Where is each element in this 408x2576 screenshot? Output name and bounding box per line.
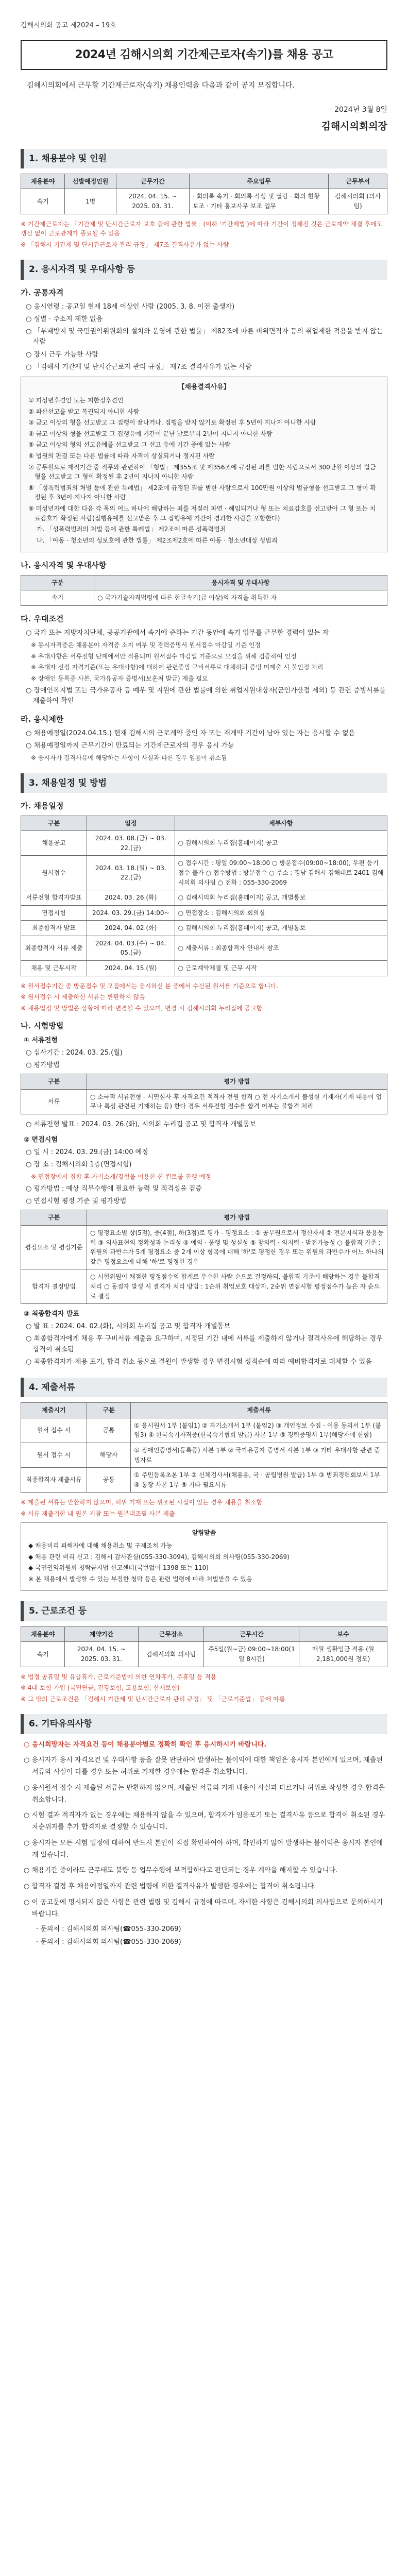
documents-table xyxy=(21,1402,387,1493)
subsection-heading: 가. 공통자격 xyxy=(21,287,64,297)
list-item: ○ 발 표 : 2024. 04. 02.(화), 시의회 누리집 공고 및 합격자 개별통보 xyxy=(26,1323,230,1331)
list-item: ○ 이 공고문에 명시되지 않은 사항은 관련 법령 및 김해시 규정에 따르며, 자세한 사항은 김해시의회 의사팀으로 문의하시기 바랍니다. xyxy=(24,1898,383,1918)
note: ※ 원서접수기간 중 방문접수 및 모집에서는 응시하신 분 중에서 수신된 원서를 기준으로 합니다. xyxy=(21,982,279,990)
table-cell: 2024. 04. 15.(월) xyxy=(87,961,175,976)
table-cell: 최종합격자 서류 제출 xyxy=(21,936,87,960)
table-header: 선발예정인원 xyxy=(65,174,116,189)
list-item: ○ 평가방법 : 예상 직무수행에 필요한 능력 및 적격성을 검증 xyxy=(26,1185,202,1193)
table-row xyxy=(21,1642,387,1667)
list-item: ④ 금고 이상의 형을 선고받고 그 집행유예 기간이 끝난 날로부터 2년이 지나지 아니한 사람 xyxy=(28,430,273,437)
list-item: ※ 우대사항은 서류전형 단계에서만 적용되며 원서접수 마감일 기준으로 모집을 위해 검증하여 인정 xyxy=(31,652,297,660)
list-item: ○ 최종합격자가 채용 포기, 합격 취소 등으로 결원이 발생할 경우 면접시험 성적순에 따라 예비합격자로 대체할 수 있음 xyxy=(26,1358,372,1366)
table-row xyxy=(21,936,387,960)
table-row xyxy=(21,961,387,976)
subsection-heading: 라. 응시제한 xyxy=(21,714,64,724)
table-cell: ○ 평정요소별 상(5점), 중(4점), 하(3점)로 평가 - 평정요소 : ① 공무원으로서 정신자세 ② 전문지식과 응용능력 ③ 의사표현의 정확성과 논리성 ④ 예의 · 품행 및 성실성 ⑤ 창의력 · 의지력 · 발전가능성 ○ 불합격 기준 : 위원의 과반수가 5개 평정요소 중 2개 이상 항목에 대해 '하'로 평정한 경우 또는 위원의 과반수가 어느 하나의 같은 평정요소에 대해 '하'로 평정한 경우 xyxy=(87,1225,387,1269)
list-item: ○ 응시연령 : 공고일 현재 18세 이상인 사람 (2005. 3. 8. 이전 출생자) xyxy=(26,303,235,311)
table-header: 근무부서 xyxy=(329,174,387,189)
table-row xyxy=(21,1089,387,1114)
table-cell: 해당자 xyxy=(87,1443,130,1467)
table-header: 세부사항 xyxy=(175,816,387,831)
table-cell: 2024. 03. 29.(금) 14:00~ xyxy=(87,905,175,921)
list-item: ○ 응시원서 접수 시 제출된 서류는 반환하지 않으며, 제출된 서류의 기재 내용이 사실과 다르거나 허위로 작성한 경우 합격을 취소합니다. xyxy=(24,1784,385,1804)
table-cell: 속기 xyxy=(21,1642,65,1667)
table-header: 구분 xyxy=(21,816,87,831)
list-item: ○ 「부패방지 및 국민권익위원회의 설치와 운영에 관한 법률」 제82조에 따른 비위면직자 등의 취업제한 적용을 받지 않는 사람 xyxy=(26,328,383,346)
subsection-heading: 가. 채용일정 xyxy=(21,801,64,811)
list-item: ※ 본 채용에서 발생할 수 있는 부정한 청탁 등은 관련 법령에 따라 처벌받을 수 있음 xyxy=(28,1575,252,1583)
list-item: ○ 국가 또는 지방자치단체, 공공기관에서 속기에 준하는 기간 동안에 속기 업무를 근무한 경력이 있는 자 xyxy=(26,629,329,637)
table-cell: ○ 김해시의회 누리집(홈페이지) 공고 xyxy=(175,831,387,856)
section-2-heading: 2. 응시자격 및 우대사항 등 xyxy=(21,260,387,279)
list-item: ※ 장애인 등록증 사본, 국가유공자 증명서(보훈처 발급) 제출 필요 xyxy=(31,674,208,682)
list-item: ③ 금고 이상의 형을 선고받고 그 집행이 끝나거나, 집행을 받지 않기로 확정된 후 5년이 지나지 아니한 사람 xyxy=(28,419,316,427)
list-item: ⑨ 미성년자에 대한 다음 각 목의 어느 하나에 해당하는 죄를 저질러 파면 · 해임되거나 형 또는 치료감호를 선고받아 그 형 또는 치료감호가 확정된 사람(집행유예를 선고받은 후 그 집행유예 기간이 경과한 사람을 포함한다) xyxy=(28,504,376,522)
table-cell: 김해시의회 (의사팀) xyxy=(329,189,387,214)
disqualification-box xyxy=(21,377,387,552)
precautions-list xyxy=(21,1739,387,1921)
list-item: ○ 채용기간 중이라도 근무태도 불량 등 업무수행에 부적합하다고 판단되는 경우 계약을 해지할 수 있습니다. xyxy=(24,1867,338,1875)
list-item: ○ 채용예정일까지 근무기간이 만료되는 기간제근로자의 경우 응시 가능 xyxy=(26,742,234,750)
list-item: ○ 면접시험 평정 기준 및 평가방법 xyxy=(26,1197,127,1206)
list-item: ○ 응시자는 모든 시험 일정에 대하여 반드시 본인이 직접 확인하여야 하며, 확인하지 않아 발생하는 불이익은 응시자 본인에게 있습니다. xyxy=(24,1839,383,1859)
table-header: 제출서류 xyxy=(131,1403,387,1418)
list-item: ○ 장애인복지법 또는 국가유공자 등 예우 및 지원에 관한 법률에 의한 취업지원대상자(군인가산점 제외) 등 관련 증빙서류를 제출하여 확인 xyxy=(26,686,386,705)
table-header: 근무시간 xyxy=(204,1626,299,1642)
subsection-heading: 나. 시험방법 xyxy=(21,1021,64,1031)
table-row xyxy=(21,890,387,906)
table-header: 근무장소 xyxy=(138,1626,204,1642)
list-item: ◆ 채용 관련 비리 신고 : 김해시 감사관실(055-330-3094), 김해시의회 의사팀(055-330-2069) xyxy=(28,1553,290,1561)
note: ※ 원서접수 시 제출하신 서류는 반환하지 않음 xyxy=(21,993,145,1001)
section-6-heading: 6. 기타유의사항 xyxy=(21,1714,387,1734)
list-item: ○ 서류전형 발표 : 2024. 03. 26.(화), 시의회 누리집 공고 및 합격자 개별통보 xyxy=(26,1120,256,1128)
note: ※ 법정 공휴일 및 유급휴가, 근로기준법에 의한 연차휴가, 주휴일 등 적용 xyxy=(21,1673,217,1681)
section-5-heading: 5. 근로조건 등 xyxy=(21,1601,387,1621)
table-row xyxy=(21,1468,387,1493)
list-item: ○ 시험 결과 적격자가 없는 경우에는 채용하지 않을 수 있으며, 합격자가 임용포기 또는 결격사유 등으로 합격이 취소된 경우 차순위자를 추가 합격자로 결정할 수 있습니다. xyxy=(24,1811,385,1832)
step-heading: ③ 최종합격자 발표 xyxy=(24,1310,79,1318)
table-header: 보수 xyxy=(299,1626,387,1642)
table-cell: ○ 시험위원이 채점한 평정점수의 합계로 우수한 사람 순으로 결정하되, 불합격 기준에 해당하는 경우 불합격 처리 ○ 동점자 발생 시 결격자 처리 방법 : 1순위 취업보호 대상자, 2순위 면접시험 평정점수가 높은 자 순으로 결정 xyxy=(87,1269,387,1304)
box-title: 알림말씀 xyxy=(192,1529,216,1537)
list-item: ○ 채용예정일(2024.04.15.) 현재 김해시의 근로계약 중인 자 또는 재계약 기간이 남아 있는 자는 응시할 수 없음 xyxy=(26,730,355,738)
list-item: ① 피성년후견인 또는 피한정후견인 xyxy=(28,397,124,404)
table-header: 계약기간 xyxy=(65,1626,138,1642)
list-item: ※ 우대자 선정 자격기준(또는 우대사항)에 대하여 관련증빙 구비서류로 대체하되 증빙 미제출 시 불인정 처리 xyxy=(31,664,324,671)
list-item: ○ 성별 · 주소지 제한 없음 xyxy=(26,315,103,324)
section-1-heading: 1. 채용분야 및 인원 xyxy=(21,149,387,168)
contact-info: · 문의처 : 김해시의회 의사팀(☎055-330-2069) xyxy=(36,1925,181,1934)
notice-date: 2024년 3월 8일 xyxy=(334,106,387,114)
contact-info: · 문의처 : 김해시의회 의사팀(☎055-330-2069) xyxy=(36,1938,181,1946)
table-header: 채용분야 xyxy=(21,174,65,189)
table-cell: 매월 생활임금 적용 (월 2,181,000원 정도) xyxy=(299,1642,387,1667)
list-item: ○ 최종합격자에게 채용 후 구비서류 제출을 요구하며, 지정된 기간 내에 서류를 제출하지 않거나 결격사유에 해당하는 경우 합격이 취소됨 xyxy=(26,1335,383,1353)
table-cell: ○ 접수시간 : 평일 09:00~18:00 ○ 방문접수(09:00~18:00), 우편 등기접수 불가 ○ 접수방법 : 방문접수 ○ 주소 : 경남 김해시 김해대로 2401 김해시의회 의사팀 ○ 전화 : 055-330-2069 xyxy=(175,856,387,890)
table-row xyxy=(21,921,387,936)
qualification-table xyxy=(21,575,387,606)
subsection-heading: 다. 우대조건 xyxy=(21,614,64,623)
notice-number: 김해시의회 공고 제2024 – 19호 xyxy=(21,22,116,29)
table-header: 구분 xyxy=(21,1074,87,1090)
table-cell: 1명 xyxy=(65,189,116,214)
list-item: ○ 「김해시 기간제 및 단시간근로자 관리 규정」 제7조 결격사유가 없는 사람 xyxy=(26,363,252,371)
table-row xyxy=(21,189,387,214)
table-cell: 2024. 03. 26.(화) xyxy=(87,890,175,906)
list-item: ◆ 채용비리 피해자에 대해 채용취소 및 구제조치 가능 xyxy=(28,1542,173,1550)
list-item: ⑤ 금고 이상의 형의 선고유예를 선고받고 그 선고 유예 기간 중에 있는 사람 xyxy=(28,441,231,449)
note: ※ 그 밖의 근로조건은 「김해시 기간제 및 단시간근로자 관리 규정」 및 「근로기준법」 등에 따름 xyxy=(21,1695,285,1703)
list-item: ⑥ 법원의 판결 또는 다른 법률에 따라 자격이 상실되거나 정지된 사람 xyxy=(28,452,215,460)
page-title: 2024년 김해시의회 기간제근로자(속기)를 채용 공고 xyxy=(21,40,387,70)
list-item: ○ 평가방법 xyxy=(26,1061,60,1069)
table-row xyxy=(21,590,387,606)
table-header: 평가 방법 xyxy=(87,1210,387,1226)
table-cell: 원서 접수 시 xyxy=(21,1418,87,1443)
list-item: ※ 동시자격증은 채용분야 자격증 소지 여부 및 경력증명서 원서접수 마감일 기준 인정 xyxy=(31,641,261,649)
subsection-heading: 나. 응시자격 및 우대사항 xyxy=(21,561,107,570)
table-cell: 채용 및 근무시작 xyxy=(21,961,87,976)
table-cell: 김해시의회 의사팀 xyxy=(138,1642,204,1667)
note: ※ 4대 보험 가입 (국민연금, 건강보험, 고용보험, 산재보험) xyxy=(21,1684,180,1692)
table-header: 응시자격 및 우대사항 xyxy=(94,575,387,590)
table-row xyxy=(21,1443,387,1467)
table-cell: 평정요소 및 평정기준 xyxy=(21,1225,87,1269)
table-cell: ○ 제출서류 : 최종합격자 안내서 참조 xyxy=(175,936,387,960)
notice-box xyxy=(21,1522,387,1591)
list-item: ○ 심사기간 : 2024. 03. 25.(월) xyxy=(26,1048,123,1057)
list-item: ※ 응시자가 결격사유에 해당하는 사항이 사실과 다른 경우 임용이 취소됨 xyxy=(31,754,227,762)
table-header: 구분 xyxy=(87,1403,130,1418)
note: ※ 면접장에서 집합 후 자기소개/경험을 이용한 한 컨트롤 진행 예정 xyxy=(31,1173,211,1181)
table-cell: 최종합격자 발표 xyxy=(21,921,87,936)
table-cell: 속기 xyxy=(21,590,94,606)
list-item: ○ 장시 근무 가능한 사람 xyxy=(26,350,98,359)
table-cell: ① 주민등록초본 1부 ② 신체검사서(채용용, 국 · 공립병원 발급) 1부 ③ 범죄경력회보서 1부 ④ 통장 사본 1부 ⑤ 기타 필요서류 xyxy=(131,1468,387,1493)
organization-name: 김해시의회의장 xyxy=(321,121,387,132)
list-item: ○ 장 소 : 김해시의회 1층(면접시험) xyxy=(26,1161,132,1169)
note: ※ 「김해시 기간제 및 단시간근로자 관리 규정」 제7조 결격사유가 없는 사람 xyxy=(21,241,229,248)
step-heading: ② 면접시험 xyxy=(24,1136,58,1144)
table-cell: 2024. 04. 15. ~ 2025. 03. 31. xyxy=(65,1642,138,1667)
table-cell: ① 응시원서 1부 (붙임1) ② 자기소개서 1부 (붙임2) ③ 개인정보 수집 · 이용 동의서 1부 (붙임3) ④ 한국속기자격증(한국속기협회 발급) 사본 1부 ⑤ 경력증명서 1부(해당자에 한함) xyxy=(131,1418,387,1443)
table-header: 제출시기 xyxy=(21,1403,87,1418)
list-item: ⑧ 「성폭력범죄의 처벌 등에 관한 특례법」 제2조에 규정된 죄를 범한 사람으로서 100만원 이상의 벌금형을 선고받고 그 형이 확정된 후 3년이 지나지 아니한 사람 xyxy=(28,484,376,501)
table-cell: 2024. 04. 15. ~ 2025. 03. 31. xyxy=(116,189,189,214)
table-cell: ○ 국가기술자격법령에 따른 한글속기(급 이상)의 자격을 취득한 자 xyxy=(94,590,387,606)
table-cell: 원서접수 xyxy=(21,856,87,890)
table-cell: ○ 김해시의회 누리집(홈페이지) 공고, 개별통보 xyxy=(175,921,387,936)
box-title: 【채용결격사유】 xyxy=(178,383,230,391)
table-cell: 2024. 04. 03.(수) ~ 04. 05.(금) xyxy=(87,936,175,960)
list-item: ⑦ 공무원으로 재직기간 중 직무와 관련하여 「형법」 제355조 및 제356조에 규정된 죄를 범한 사람으로서 300만원 이상의 벌금형을 선고받고 그 형이 확정된 후 2년이 지나지 아니한 사람 xyxy=(28,463,376,481)
note: ※ 기간제근로자는 「기간제 및 단시간근로자 보호 등에 관한 법률」(이하 '기간제법')에 따라 기간이 정해진 것은 근로계약 체결 후에도 갱신 없이 근로관계가 종료될 수 있음 xyxy=(21,220,383,238)
interview-criteria-table xyxy=(21,1210,387,1304)
table-cell: 공통 xyxy=(87,1468,130,1493)
note: ※ 서류 제출기한 내 원본 지참 또는 원본대조필 사본 제출 xyxy=(21,1510,175,1517)
work-conditions-table xyxy=(21,1626,387,1667)
table-header: 주요업무 xyxy=(190,174,329,189)
list-item: ○ 일 시 : 2024. 03. 29.(금) 14:00 예정 xyxy=(26,1148,148,1157)
table-cell: 채용공고 xyxy=(21,831,87,856)
list-item: ○ 응시희망자는 자격요건 등이 채용분야별로 정확히 확인 후 응시하시기 바랍니다. xyxy=(24,1740,267,1749)
list-item: ◆ 국민권익위원회 청탁금지법 신고센터(국번없이 1398 또는 110) xyxy=(28,1564,209,1572)
table-row xyxy=(21,1418,387,1443)
table-header: 근무기간 xyxy=(116,174,189,189)
table-header: 평가 방법 xyxy=(87,1074,387,1090)
table-cell: 2024. 04. 02.(화) xyxy=(87,921,175,936)
table-row xyxy=(21,856,387,890)
schedule-table xyxy=(21,816,387,976)
table-cell: ○ 김해시의회 누리집(홈페이지) 공고, 개별통보 xyxy=(175,890,387,906)
note: ※ 채용일정 및 방법은 상황에 따라 변경될 수 있으며, 변경 시 김해시의회 누리집에 공고함 xyxy=(21,1004,263,1012)
list-item: 가. 「성폭력범죄의 처벌 등에 관한 특례법」 제2조에 따른 성폭력범죄 xyxy=(37,526,226,533)
table-row xyxy=(21,1225,387,1269)
table-row xyxy=(21,905,387,921)
table-cell: 서류 xyxy=(21,1089,87,1114)
table-cell: 면접시험 xyxy=(21,905,87,921)
section-4-heading: 4. 제출서류 xyxy=(21,1378,387,1397)
table-header: 일정 xyxy=(87,816,175,831)
table-cell: 2024. 03. 18.(월) ~ 03. 22.(금) xyxy=(87,856,175,890)
table-row xyxy=(21,1269,387,1304)
step-heading: ① 서류전형 xyxy=(24,1036,58,1044)
table-cell: 원서 접수 시 xyxy=(21,1443,87,1467)
table-cell: 2024. 03. 08.(금) ~ 03. 22.(금) xyxy=(87,831,175,856)
document-screening-table xyxy=(21,1074,387,1114)
table-cell: ○ 근로계약체결 및 근무 시작 xyxy=(175,961,387,976)
list-item: ② 파산선고를 받고 복권되지 아니한 사람 xyxy=(28,408,140,415)
section-3-heading: 3. 채용일정 및 방법 xyxy=(21,773,387,793)
list-item: ○ 응시자가 응시 자격요건 및 우대사항 등을 잘못 판단하여 발생하는 불이익에 대한 책임은 응시자 본인에게 있으며, 제출된 서류와 사실이 다를 경우 또는 허위로 기재한 경우에는 합격을 취소합니다. xyxy=(24,1756,383,1776)
intro-text: 김해시의회에서 근무할 기간제근로자(속기) 채용인력을 다음과 같이 공지 모집합니다. xyxy=(27,81,295,90)
list-item: ○ 합격자 결정 후 채용예정일까지 관련 법령에 의한 결격사유가 발생한 경우에는 합격이 취소됩니다. xyxy=(24,1883,316,1891)
table-cell: · 회의록 속기 · 회의록 작성 및 열람 · 회의 현황 보조 · 기타 홍보사무 보조 업무 xyxy=(190,189,329,214)
table-cell: 주5일(월~금) 09:00~18:00(1일 8시간) xyxy=(204,1642,299,1667)
table-cell: 속기 xyxy=(21,189,65,214)
table-cell: 공통 xyxy=(87,1418,130,1443)
table-cell: 서류전형 합격자발표 xyxy=(21,890,87,906)
table-cell: ① 장애인증명서(등록증) 사본 1부 ② 국가유공자 증명서 사본 1부 ③ 기타 우대사항 관련 증빙자료 xyxy=(131,1443,387,1467)
table-cell: ○ 소극적 서류전형 - 서면심사 후 자격요건 적격자 전원 합격 ○ 전 자기소개서 불성실 기재자(기재 내용이 업무나 특성 관련된 기재하는 등) 한다 경우 서류전형 점수를 합격 여부는 불합격 처리 xyxy=(87,1089,387,1114)
table-row xyxy=(21,831,387,856)
table-header: 구분 xyxy=(21,575,94,590)
table-cell: 합격자 결정방법 xyxy=(21,1269,87,1304)
table-cell: 최종합격자 제출서류 xyxy=(21,1468,87,1493)
note: ※ 제출된 서류는 반환하지 않으며, 허위 기재 또는 위조된 사실이 있는 경우 채용을 취소함 xyxy=(21,1499,263,1506)
table-header: 채용분야 xyxy=(21,1626,65,1642)
table-header: 구분 xyxy=(21,1210,87,1226)
table-cell: ○ 면접장소 : 김해시의회 회의실 xyxy=(175,905,387,921)
list-item: 나. 「아동 · 청소년의 성보호에 관한 법률」 제2조제2호에 따른 아동 · 청소년대상 성범죄 xyxy=(37,536,278,544)
recruitment-table xyxy=(21,174,387,214)
